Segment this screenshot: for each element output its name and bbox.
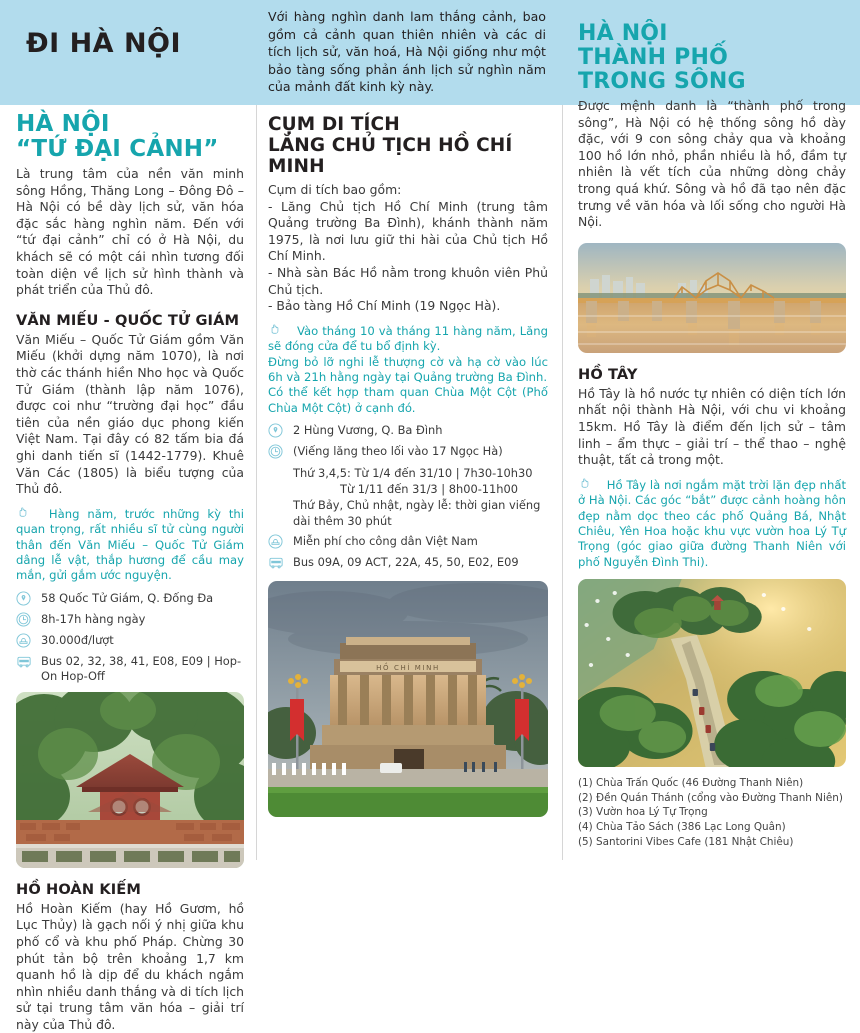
info-hours-text: 8h-17h hàng ngày <box>41 611 146 626</box>
left-intro-text: Là trung tâm của nền văn minh sông Hồng, Thăng Long – Đông Đô – Hà Nội có bề dày lịch sử, văn hóa đặc sắc hàng nghìn năm. Đến với “tứ đại cảnh” chỉ có ở Hà Nội, du khách sẽ có một cái nhìn tương đối toàn diện về lịch sử hình thành và phát triển của Thủ đô. <box>16 166 244 298</box>
van-mieu-info-list <box>16 591 244 684</box>
location-pin-icon <box>16 591 35 607</box>
info-ticket-text: Miễn phí cho công dân Việt Nam <box>293 534 478 549</box>
middle-tip-2: Đừng bỏ lỡ nghi lễ thượng cờ và hạ cờ vào lúc 6h và 21h hằng ngày tại Quảng trường Ba Đình. <box>268 354 548 384</box>
info-bus-text: Bus 09A, 09 ACT, 22A, 45, 50, E02, E09 <box>293 555 519 570</box>
photo-lang-bac <box>268 581 548 817</box>
ho-tay-tip <box>578 476 846 570</box>
bus-icon <box>16 654 35 670</box>
info-row-bus <box>268 555 548 571</box>
info-ticket-text: 30.000đ/lượt <box>41 632 114 647</box>
bus-icon <box>268 555 287 571</box>
section-title-ho-tay: HỒ TÂY <box>578 365 638 383</box>
clock-icon <box>268 444 287 460</box>
middle-heading-line2: LĂNG CHỦ TỊCH HỒ CHÍ MINH <box>268 135 513 177</box>
svg-text:HỒ CHÍ MINH: HỒ CHÍ MINH <box>376 664 440 673</box>
hand-tip-icon <box>268 322 287 338</box>
column-divider-right <box>562 105 563 860</box>
middle-bullet-3: - Bảo tàng Hồ Chí Minh (19 Ngọc Hà). <box>268 298 501 314</box>
right-heading-line2: THÀNH PHỐ <box>578 45 728 70</box>
van-mieu-tip-text: Hàng năm, trước những kỳ thi quan trọng, rất nhiều sĩ tử cùng người thân đến Văn Miếu – Quốc Tử Giám dâng lễ vật, thắp hương để cầu may mắn, gửi gắm ước nguyện. <box>16 506 244 583</box>
ho-tay-tip-text: Hồ Tây là nơi ngắm mặt trời lặn đẹp nhất ở Hà Nội. Các góc “bắt” được cảnh hoàng hôn đẹp nằm dọc theo các phố Quảng Bá, Nhật Chiêu, Yên Hoa hoặc khu vực vườn hoa Lý Tự Trọng (góc giao giữa đường Thanh Niên với phố Nguyễn Đình Thi). <box>578 477 846 569</box>
right-heading-line3: TRONG SÔNG <box>578 69 746 94</box>
van-mieu-tip <box>16 505 244 584</box>
info-address-text: 58 Quốc Tử Giám, Q. Đống Đa <box>41 590 214 605</box>
left-heading-line1: HÀ NỘI <box>16 111 110 137</box>
info-address-text: 2 Hùng Vương, Q. Ba Đình <box>293 423 443 438</box>
photo-ho-tay <box>578 579 846 767</box>
middle-intro-text: Cụm di tích bao gồm: <box>268 182 402 197</box>
caption-5: (5) Santorini Vibes Cafe (181 Nhật Chiêu) <box>578 835 794 848</box>
info-row-address <box>268 423 548 439</box>
middle-bullet-1: - Lăng Chủ tịch Hồ Chí Minh (trung tâm Quảng trường Ba Đình), khánh thành năm 1975, là nơi lưu giữ thi hài của Chủ tịch Hồ Chí Minh. <box>268 198 548 264</box>
middle-tip-3: Có thể kết hợp tham quan Chùa Một Cột (Phố Chùa Một Cột) ở cạnh đó. <box>268 385 548 415</box>
info-hours-text: (Viếng lăng theo lối vào 17 Ngọc Hà) <box>293 444 503 459</box>
column-middle <box>268 0 548 817</box>
caption-2: (2) Đền Quán Thánh (cổng vào Đường Thanh Niên) <box>578 791 843 804</box>
column-divider-left <box>256 105 257 860</box>
caption-4: (4) Chùa Tảo Sách (386 Lạc Long Quân) <box>578 820 786 833</box>
middle-bullet-2: - Nhà sàn Bác Hồ nằm trong khuôn viên Phủ Chủ tịch. <box>268 264 548 297</box>
page-title: ĐI HÀ NỘI <box>26 28 182 59</box>
left-heading-line2: “TỨ ĐẠI CẢNH” <box>16 136 219 162</box>
middle-heading-line1: CỤM DI TÍCH <box>268 114 400 135</box>
caption-3: (3) Vườn hoa Lý Tự Trọng <box>578 806 708 819</box>
section-title-ho-hoan-kiem: HỒ HOÀN KIẾM <box>16 880 141 898</box>
ticket-icon <box>268 534 287 550</box>
info-row-address <box>16 591 244 607</box>
photo-caption-list <box>578 776 846 849</box>
caption-1: (1) Chùa Trấn Quốc (46 Đường Thanh Niên) <box>578 777 804 790</box>
middle-tip-1-text: Vào tháng 10 và tháng 11 hàng năm, Lăng sẽ đóng cửa để tu bổ định kỳ. <box>268 323 548 354</box>
info-row-bus <box>16 654 244 684</box>
hours-line-3: Thứ Bảy, Chủ nhật, ngày lễ: thời gian viếng dài thêm 30 phút <box>293 498 541 529</box>
photo-van-mieu <box>16 692 244 868</box>
middle-tip-1 <box>268 322 548 355</box>
section-title-van-mieu: VĂN MIẾU - QUỐC TỬ GIÁM <box>16 311 240 329</box>
location-pin-icon <box>268 423 287 439</box>
column-left <box>16 0 244 1033</box>
hours-line-1: Thứ 3,4,5: Từ 1/4 đến 31/10 | 7h30-10h30 <box>293 466 533 481</box>
column-right <box>578 0 846 849</box>
right-heading-line1: HÀ NỘI <box>578 21 668 46</box>
banner-intro-text: Với hàng nghìn danh lam thắng cảnh, bao gồm cả cảnh quan thiên nhiên và các di tích lịch sử, văn hoá, Hà Nội giống như một bảo tàng sống phản ánh lịch sử nghìn năm của mảnh đất kinh kỳ này. <box>268 9 546 95</box>
ho-tay-body: Hồ Tây là hồ nước tự nhiên có diện tích lớn nhất nội thành Hà Nội, với chu vi khoảng 15km. Hồ Tây là điểm đến lịch sử – tâm linh – ẩm thực – giải trí – thể thao – nghệ thuật, tất cả trong một. <box>578 385 846 468</box>
middle-heading <box>268 114 548 177</box>
ho-hoan-kiem-body: Hồ Hoàn Kiếm (hay Hồ Gươm, hồ Lục Thủy) là gạch nối ý nhị giữa khu phố cổ và khu phố Pháp. Chừng 30 phút tản bộ trên khoảng 1,7 km quanh hồ là dịp để du khách ngắm nhìn nhiều danh thắng và di tích lịch sử tại trung tâm văn hóa – giải trí này của Thủ đô. <box>16 900 244 1032</box>
right-heading <box>578 22 846 94</box>
middle-info-list <box>268 423 548 571</box>
info-row-ticket <box>16 633 244 649</box>
info-row-hours <box>16 612 244 628</box>
van-mieu-body: Văn Miếu – Quốc Tử Giám gồm Văn Miếu (khởi dựng năm 1070), là nơi thờ các thánh hiền Nho học và Quốc Tử Giám (thành lập năm 1076), được coi như “trường đại học” đầu tiên của nền giáo dục phong kiến Việt Nam. Tại đây có 82 tấm bia đá ghi danh tiến sĩ (1442-1779). Khuê Văn Các (1805) là biểu tượng của Thủ đô. <box>16 331 244 497</box>
hours-line-2: Từ 1/11 đến 31/3 | 8h00-11h00 <box>340 482 519 497</box>
right-intro-text: Được mệnh danh là “thành phố trong sông”, Hà Nội có hệ thống sông hồ dày đặc, với 9 con sông chảy qua và khoảng 100 hồ lớn nhỏ, phần nhiều là hồ, đầm tự nhiên là vết tích của những dòng chảy trong quá khứ. Sông và hồ đã tạo nên đặc trưng về văn hóa và lối sống cho người Hà Nội. <box>578 98 846 230</box>
info-row-hours <box>268 444 548 460</box>
info-row-ticket <box>268 534 548 550</box>
info-bus-text: Bus 02, 32, 38, 41, E08, E09 | Hop-On Hop-Off <box>41 653 242 683</box>
photo-cau-long-bien <box>578 243 846 353</box>
hand-tip-icon <box>578 476 597 492</box>
left-heading <box>16 112 244 162</box>
ticket-icon <box>16 633 35 649</box>
hand-tip-icon <box>16 505 35 521</box>
clock-icon <box>16 612 35 628</box>
